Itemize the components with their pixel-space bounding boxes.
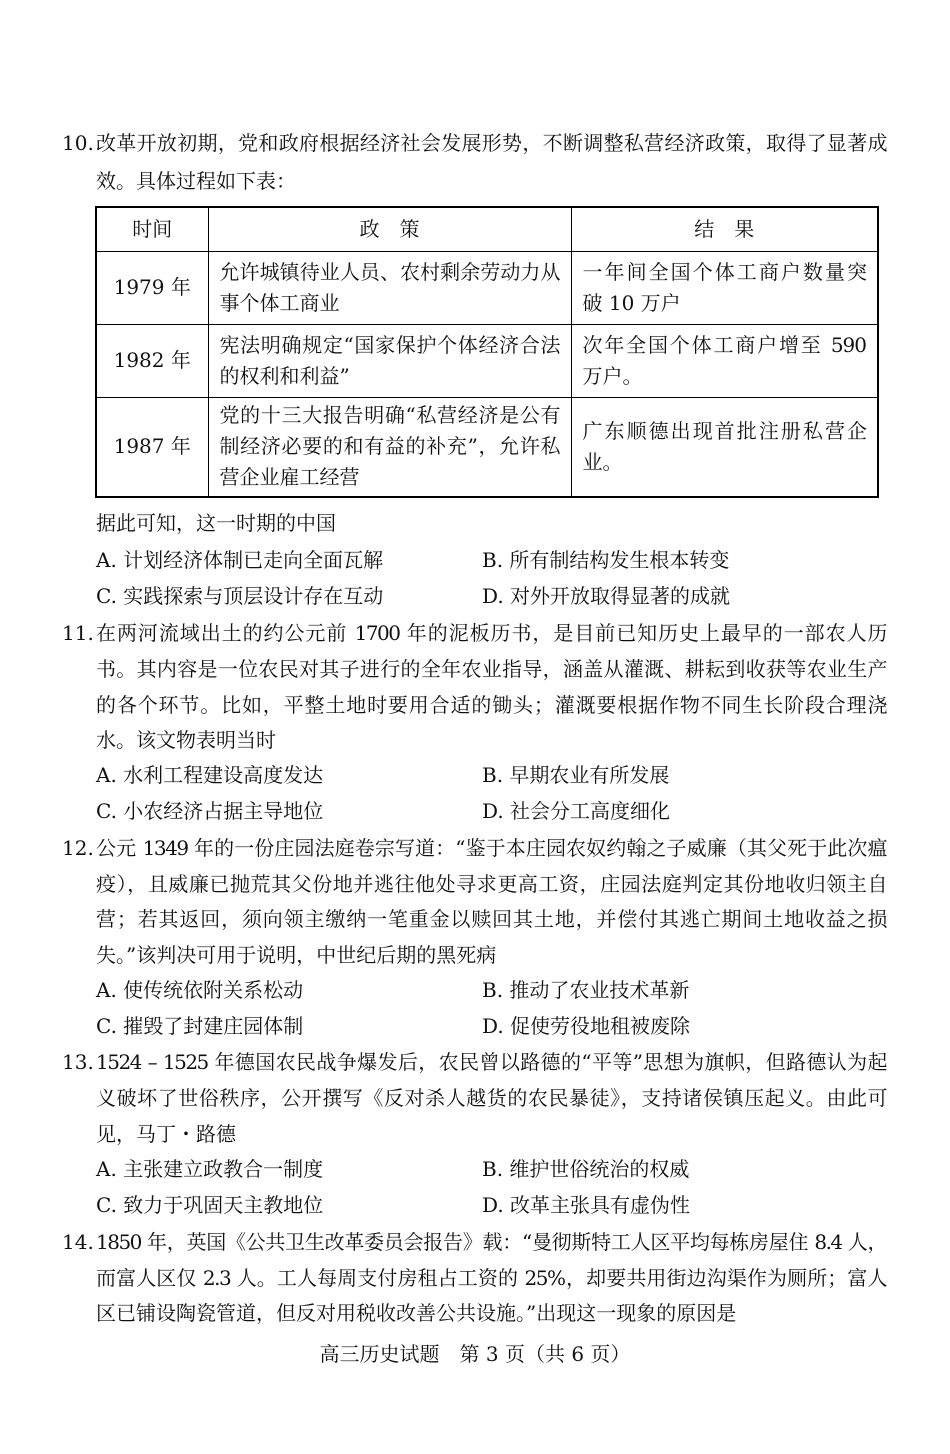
question-stem-line: 义破坏了世俗秩序，公开撰写《反对杀人越货的农民暴徒》，支持诸侯镇压起义。由此可 [96,1086,886,1110]
option-d: D. 促使劳役地租被废除 [482,1014,691,1038]
cell-line: 事个体工商业 [219,290,340,315]
question-stem-line: 效。具体过程如下表： [96,169,296,193]
question-stem-line: 而富人区仅 2.3 人。工人每周支付房租占工资的 25%，却要共用街边沟渠作为厕所；富人 [96,1266,886,1290]
question-stem-line: 见，马丁・路德 [96,1122,236,1146]
result-cell [571,324,878,397]
table-row [96,397,878,497]
option-a: A. 使传统依附关系松动 [96,978,304,1002]
question-stem-line: 疫），且威廉已抛荒其父份地并逃往他处寻求更高工资，庄园法庭判定其份地收归领主自 [96,872,886,896]
cell-line: 万户。 [582,363,643,388]
option-c: C. 致力于巩固天主教地位 [96,1193,324,1217]
question-number: 13. [62,1050,94,1074]
policy-table [95,206,879,498]
question-stem-line: 公元 1349 年的一份庄园法庭卷宗写道：“鉴于本庄园农奴约翰之子威廉（其父死于此次瘟 [96,836,886,860]
column-header-result: 结 果 [571,207,878,251]
question-stem-line: 1850 年，英国《公共卫生改革委员会报告》载：“曼彻斯特工人区平均每栋房屋住 8.4 人， [96,1230,886,1254]
cell-line: 广东顺德出现首批注册私营企 [582,418,866,443]
result-cell [571,397,878,497]
column-header-time: 时间 [96,207,208,251]
option-c: C. 摧毁了封建庄园体制 [96,1014,304,1038]
question-number: 10. [62,131,94,155]
cell-line: 宪法明确规定“国家保护个体经济合法 [219,332,560,357]
option-c: C. 小农经济占据主导地位 [96,799,324,823]
question-stem-line: 改革开放初期，党和政府根据经济社会发展形势，不断调整私营经济政策，取得了显著成 [96,131,886,155]
option-a: A. 水利工程建设高度发达 [96,763,324,787]
question-number: 14. [62,1230,94,1254]
question-prompt: 据此可知，这一时期的中国 [96,511,336,535]
cell-line: 党的十三大报告明确“私营经济是公有 [219,403,560,428]
question-stem-line: 水。该文物表明当时 [96,728,276,752]
table-header-row [96,207,878,251]
question-stem-line: 区已铺设陶瓷管道，但反对用税收改善公共设施。”出现这一现象的原因是 [96,1301,737,1325]
question-stem-line: 1524 – 1525 年德国农民战争爆发后，农民曾以路德的“平等”思想为旗帜，但路德认为起 [96,1050,886,1074]
option-a: A. 主张建立政教合一制度 [96,1157,324,1181]
policy-cell [208,324,571,397]
question-stem-line: 失。”该判决可用于说明，中世纪后期的黑死病 [96,943,497,967]
cell-line: 允许城镇待业人员、农村剩余劳动力从 [219,259,560,284]
year-cell: 1987 年 [96,397,208,497]
question-number: 11. [62,621,94,645]
year-cell: 1979 年 [96,251,208,324]
cell-line: 业。 [582,449,623,474]
page-footer: 高三历史试题 第 3 页（共 6 页） [319,1342,631,1366]
option-d: D. 改革主张具有虚伪性 [482,1193,691,1217]
option-b: B. 早期农业有所发展 [482,763,670,787]
cell-line: 营企业雇工经营 [219,465,360,490]
policy-cell [208,251,571,324]
option-d: D. 社会分工高度细化 [482,799,671,823]
option-b: B. 维护世俗统治的权威 [482,1157,690,1181]
question-stem-line: 的各个环节。比如，平整土地时要用合适的锄头；灌溉要根据作物不同生长阶段合理浇 [96,693,886,717]
cell-line: 制经济必要的和有益的补充”，允许私 [219,434,560,459]
year-cell: 1982 年 [96,324,208,397]
cell-line: 次年全国个体工商户增至 590 [582,332,866,357]
question-stem-line: 营；若其返回，须向领主缴纳一笔重金以赎回其土地，并偿付其逃亡期间土地收益之损 [96,907,886,931]
cell-line: 的权利和利益” [219,363,350,388]
option-c: C. 实践探索与顶层设计存在互动 [96,584,384,608]
option-b: B. 推动了农业技术革新 [482,978,690,1002]
question-stem-line: 书。其内容是一位农民对其子进行的全年农业指导，涵盖从灌溉、耕耘到收获等农业生产 [96,657,886,681]
question-number: 12. [62,836,94,860]
option-a: A. 计划经济体制已走向全面瓦解 [96,548,384,572]
table-row [96,324,878,397]
question-stem-line: 在两河流域出土的约公元前 1700 年的泥板历书，是目前已知历史上最早的一部农人历 [96,621,886,645]
policy-cell [208,397,571,497]
column-header-policy: 政 策 [208,207,571,251]
option-d: D. 对外开放取得显著的成就 [482,584,731,608]
option-b: B. 所有制结构发生根本转变 [482,548,730,572]
cell-line: 一年间全国个体工商户数量突 [582,259,866,284]
table-row [96,251,878,324]
cell-line: 破 10 万户 [582,290,681,315]
result-cell [571,251,878,324]
